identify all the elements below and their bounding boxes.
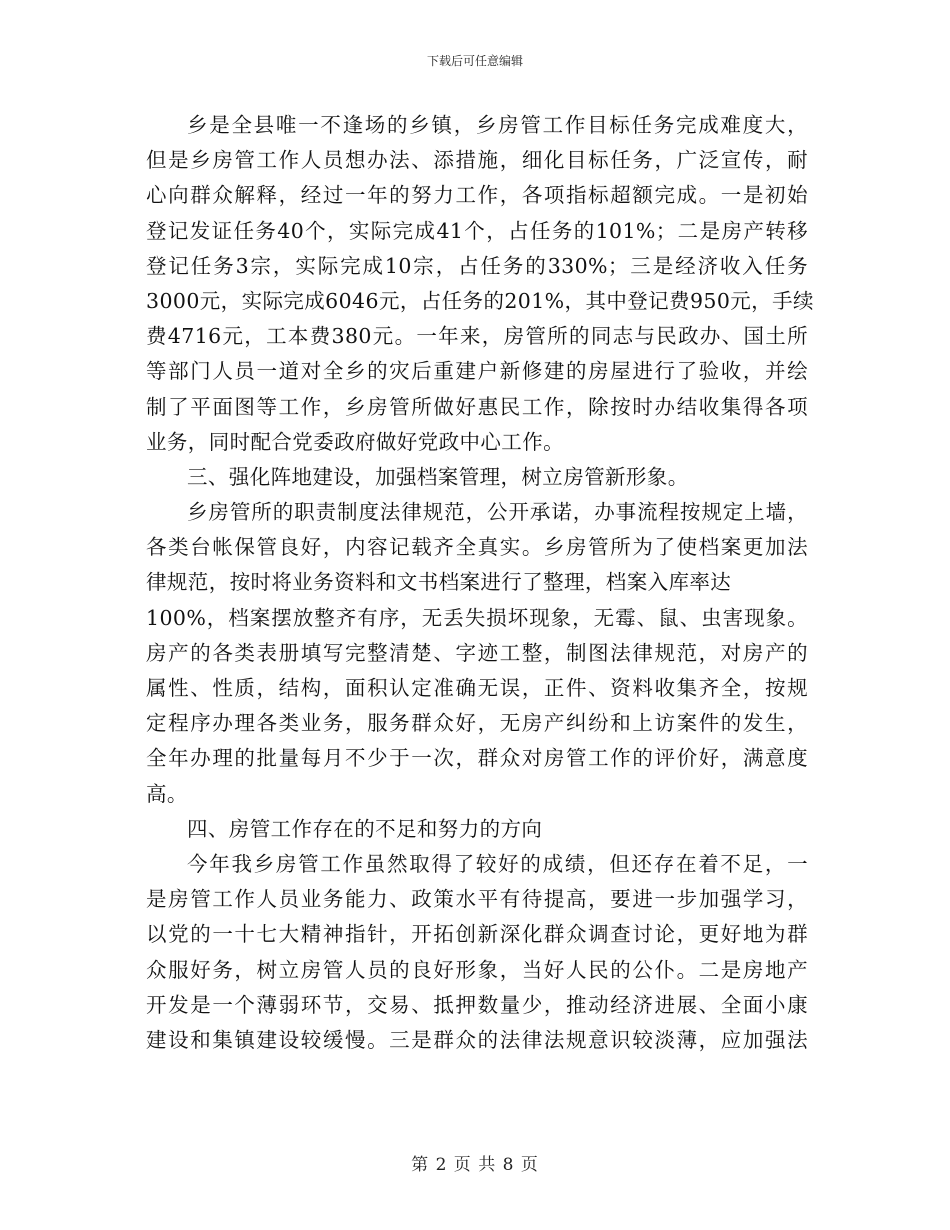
text-line: 制了平面图等工作，乡房管所做好惠民工作，除按时办结收集得各项 <box>146 394 808 419</box>
text-line: 以党的一十七大精神指针，开拓创新深化群众调查讨论，更好地为群 <box>146 922 808 947</box>
text-line: 乡是全县唯一不逢场的乡镇，乡房管工作目标任务完成难度大， <box>187 113 808 137</box>
text-line: 心向群众解释，经过一年的努力工作，各项指标超额完成。一是初始 <box>146 183 808 208</box>
document-body <box>146 108 814 1058</box>
text-line: 3000元，实际完成6046元，占任务的201%，其中登记费950元，手续 <box>146 288 814 313</box>
header-note: 下载后可任意编辑 <box>426 54 523 68</box>
text-line: 登记发证任务40个，实际完成41个，占任务的101%；二是房产转移 <box>146 218 808 243</box>
section-heading-3: 三、强化阵地建设，加强档案管理，树立房管新形象。 <box>187 464 689 489</box>
text-line: 房产的各类表册填写完整清楚、字迹工整，制图法律规范，对房产的 <box>146 640 808 665</box>
text-line: 乡房管所的职责制度法律规范，公开承诺，办事流程按规定上墙， <box>187 500 808 525</box>
text-line: 高。 <box>146 781 188 806</box>
text-line: 业务，同时配合党委政府做好党政中心工作。 <box>146 429 564 454</box>
text-line: 费4716元，工本费380元。一年来，房管所的同志与民政办、国土所 <box>146 324 808 349</box>
text-line: 各类台帐保管良好，内容记载齐全真实。乡房管所为了使档案更加法 <box>146 535 808 560</box>
text-line: 100%，档案摆放整齐有序，无丢失损坏现象，无霉、鼠、虫害现象。 <box>146 605 808 630</box>
text-line: 律规范，按时将业务资料和文书档案进行了整理，档案入库率达 <box>146 570 732 595</box>
text-line: 是房管工作人员业务能力、政策水平有待提高，要进一步加强学习， <box>146 887 808 912</box>
section-heading-4: 四、房管工作存在的不足和努力的方向 <box>187 816 543 841</box>
page-number: 第 2 页 共 8 页 <box>411 1155 539 1175</box>
text-line: 属性、性质，结构，面积认定准确无误，正件、资料收集齐全，按规 <box>146 676 808 700</box>
text-line: 等部门人员一道对全乡的灾后重建户新修建的房屋进行了验收，并绘 <box>146 359 808 384</box>
text-line: 定程序办理各类业务，服务群众好，无房产纠纷和上访案件的发生， <box>146 711 808 736</box>
text-line: 建设和集镇建设较缓慢。三是群众的法律法规意识较淡薄，应加强法 <box>146 1027 808 1052</box>
text-line: 但是乡房管工作人员想办法、添措施，细化目标任务，广泛宣传，耐 <box>146 148 808 173</box>
text-line: 全年办理的批量每月不少于一次，群众对房管工作的评价好，满意度 <box>146 746 808 771</box>
text-line: 今年我乡房管工作虽然取得了较好的成绩，但还存在着不足，一 <box>187 851 808 876</box>
text-line: 登记任务3宗，实际完成10宗，占任务的330%；三是经济收入任务 <box>146 253 808 278</box>
text-line: 开发是一个薄弱环节，交易、抵押数量少，推动经济进展、全面小康 <box>146 992 808 1017</box>
text-line: 众服好务，树立房管人员的良好形象，当好人民的公仆。二是房地产 <box>146 957 808 982</box>
